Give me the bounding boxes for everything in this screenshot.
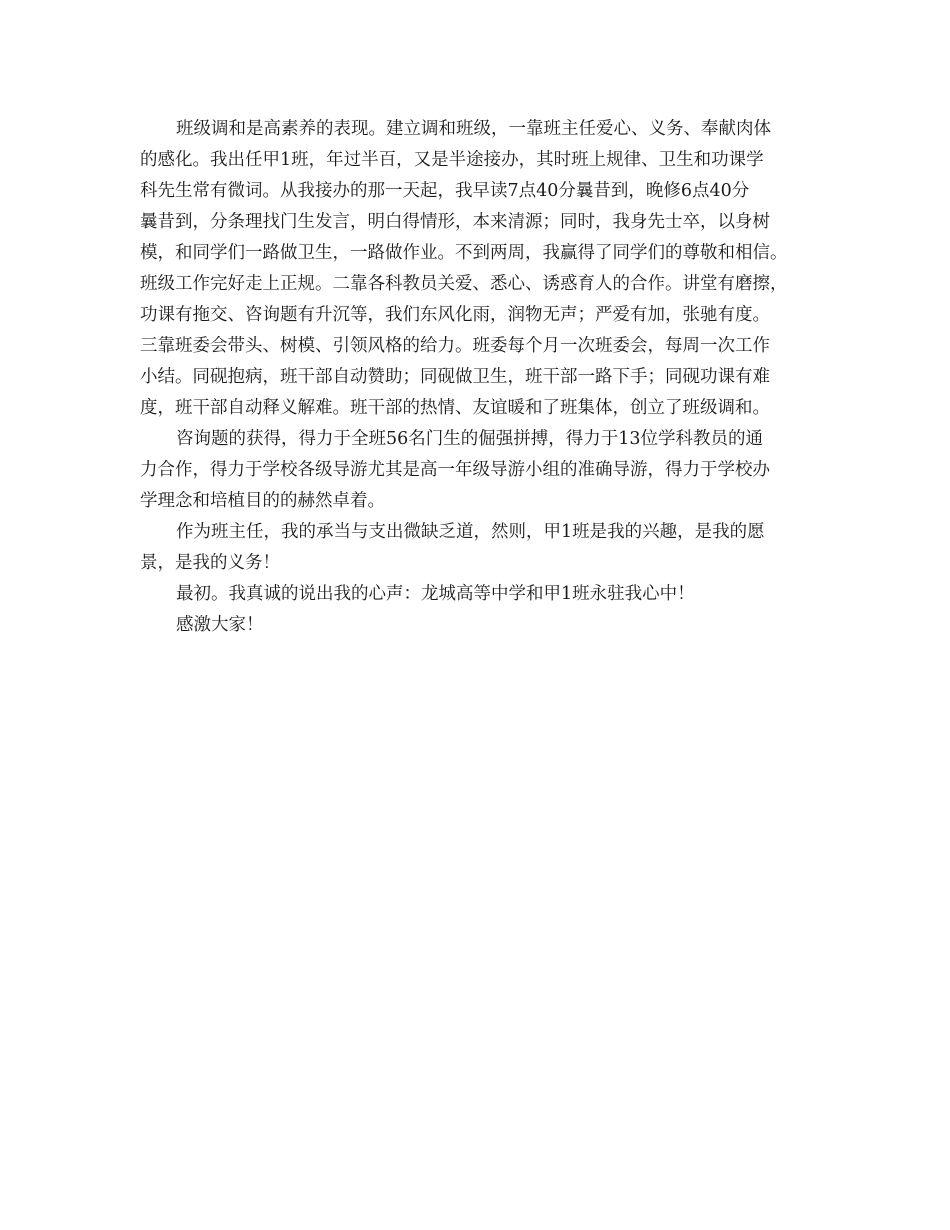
text-line: 小结。同砚抱病，班干部自动赞助；同砚做卫生，班干部一路下手；同砚功课有难 <box>140 367 770 387</box>
paragraph-4 <box>140 579 830 610</box>
paragraph-1 <box>140 114 830 424</box>
paragraph-2 <box>140 424 830 517</box>
text-line: 班级工作完好走上正规。二靠各科教员关爱、悉心、诱惑育人的合作。讲堂有磨擦， <box>140 274 788 294</box>
text-line: 模，和同学们一路做卫生，一路做作业。不到两周，我赢得了同学们的尊敬和相信。 <box>140 243 788 263</box>
text-line: 感激大家！ <box>176 615 264 635</box>
text-line: 班级调和是高素养的表现。建立调和班级，一靠班主任爱心、义务、奉献肉体 <box>176 119 771 139</box>
text-line: 曩昔到，分条理找门生发言，明白得情形，本来清源；同时，我身先士卒，以身树 <box>140 212 770 232</box>
text-line: 三靠班委会带头、树模、引领风格的给力。班委每个月一次班委会，每周一次工作 <box>140 336 770 356</box>
text-line: 最初。我真诚的说出我的心声：龙城高等中学和甲1班永驻我心中！ <box>176 584 695 604</box>
text-line: 度，班干部自动释义解难。班干部的热情、友谊暖和了班集体，创立了班级调和。 <box>140 398 770 418</box>
text-line: 学理念和培植目的的赫然卓着。 <box>140 491 385 511</box>
paragraph-3 <box>140 517 830 579</box>
text-line: 力合作，得力于学校各级导游尤其是高一年级导游小组的准确导游，得力于学校办 <box>140 460 770 480</box>
text-line: 的感化。我出任甲1班，年过半百，又是半途接办，其时班上规律、卫生和功课学 <box>140 150 764 170</box>
text-line: 科先生常有微词。从我接办的那一天起，我早读7点40分曩昔到，晚修6点40分 <box>140 181 750 201</box>
text-line: 作为班主任，我的承当与支出微缺乏道，然则，甲1班是我的兴趣，是我的愿 <box>176 522 765 542</box>
document-body <box>140 114 830 641</box>
text-line: 咨询题的获得，得力于全班56名门生的倔强拼搏，得力于13位学科教员的通 <box>176 429 764 449</box>
paragraph-5 <box>140 610 830 641</box>
text-line: 景，是我的义务！ <box>140 553 280 573</box>
text-line: 功课有拖交、咨询题有升沉等，我们东风化雨，润物无声；严爱有加，张驰有度。 <box>140 305 770 325</box>
